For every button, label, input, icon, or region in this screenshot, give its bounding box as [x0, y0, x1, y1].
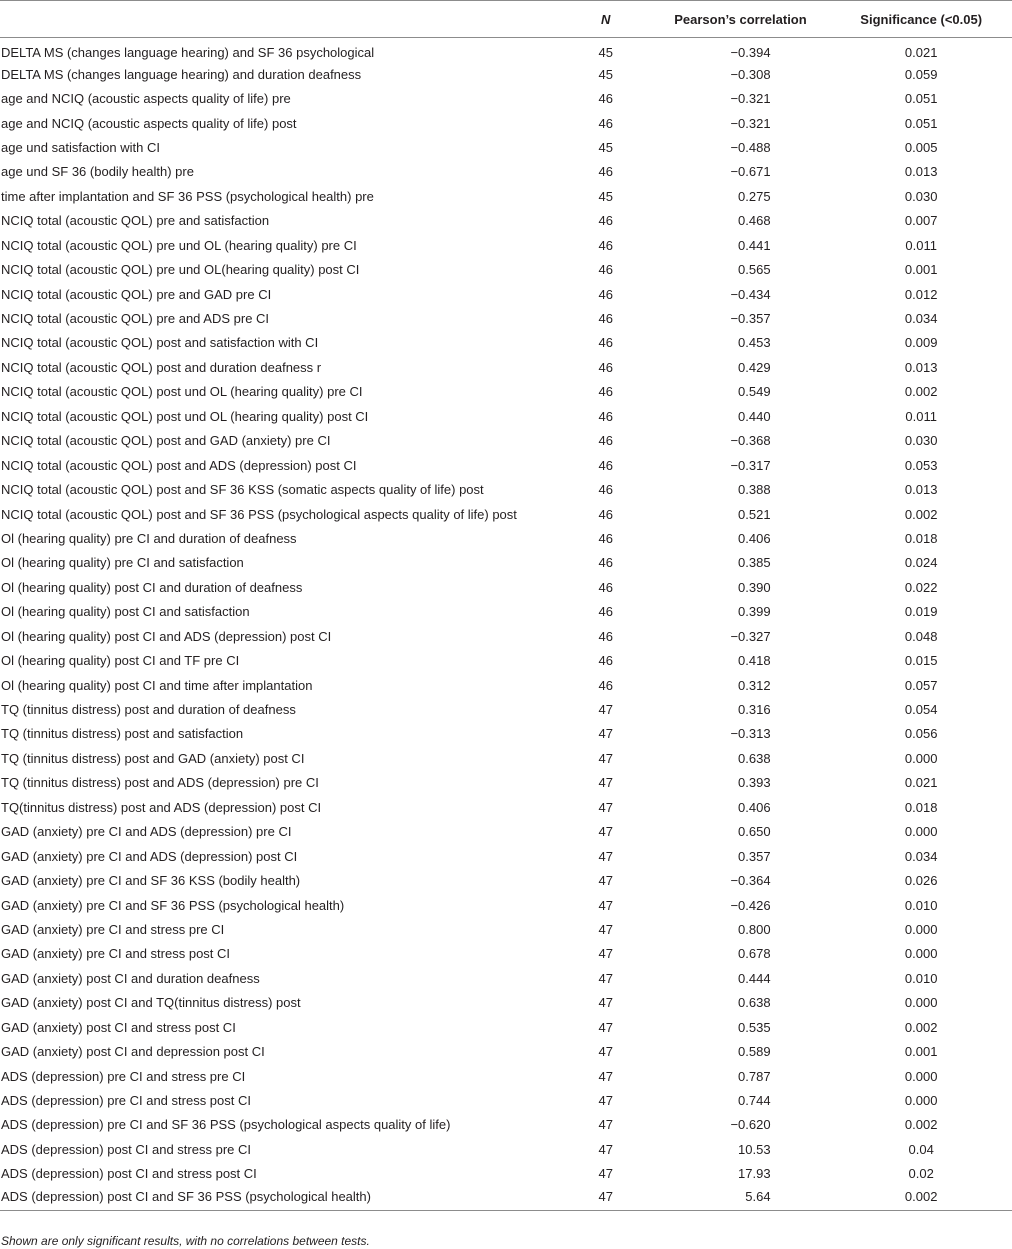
row-n: 47: [598, 1044, 613, 1060]
row-pearson: −0.434: [730, 286, 771, 302]
row-pearson: 0.589: [738, 1044, 771, 1060]
row-pearson-cell: [651, 1162, 831, 1186]
row-pearson-cell: [651, 38, 831, 62]
row-pearson-cell: [651, 1015, 831, 1039]
row-significance: 0.030: [904, 433, 938, 449]
row-label: GAD (anxiety) pre CI and ADS (depression) pre CI: [1, 824, 292, 840]
row-pearson-cell: [651, 404, 831, 428]
row-pearson: 0.744: [738, 1093, 771, 1109]
row-significance: 0.007: [904, 213, 938, 229]
row-label: NCIQ total (acoustic QOL) post und OL (hearing quality) post CI: [1, 408, 369, 424]
row-label: age und satisfaction with CI: [1, 139, 160, 155]
table-row: [0, 551, 1012, 575]
row-pearson: −0.488: [730, 139, 771, 155]
row-pearson-cell: [651, 502, 831, 526]
row-pearson-cell: [651, 575, 831, 599]
row-n: 47: [598, 824, 613, 840]
row-pearson-cell: [651, 966, 831, 990]
row-pearson: 0.535: [738, 1019, 771, 1035]
table-row: [0, 648, 1012, 672]
row-pearson-cell: [651, 551, 831, 575]
row-significance: 0.000: [904, 921, 938, 937]
table-body: [0, 38, 1012, 1211]
table-row: [0, 526, 1012, 550]
row-pearson: 0.650: [738, 824, 771, 840]
row-pearson: −0.327: [730, 628, 771, 644]
row-significance: 0.002: [830, 1186, 1012, 1210]
row-label: GAD (anxiety) pre CI and stress pre CI: [1, 921, 225, 937]
table-row: [0, 380, 1012, 404]
row-pearson: 17.93: [738, 1166, 771, 1182]
row-n: 47: [598, 848, 613, 864]
row-pearson-cell: [651, 917, 831, 941]
row-label: DELTA MS (changes language hearing) and SF 36 psychological: [1, 45, 375, 61]
table-row: [0, 355, 1012, 379]
table-row: [0, 257, 1012, 281]
row-pearson: 0.316: [738, 702, 771, 718]
row-label: Ol (hearing quality) post CI and time after implantation: [1, 677, 313, 693]
row-significance: 0.002: [904, 1019, 938, 1035]
row-n: 47: [598, 750, 613, 766]
row-significance: 0.057: [904, 677, 938, 693]
row-pearson: 0.787: [738, 1068, 771, 1084]
table-row: [0, 477, 1012, 501]
row-pearson: 0.441: [738, 237, 771, 253]
row-pearson-cell: [651, 453, 831, 477]
row-label: NCIQ total (acoustic QOL) pre and GAD pre CI: [1, 286, 272, 302]
row-label: NCIQ total (acoustic QOL) post and ADS (depression) post CI: [1, 457, 357, 473]
header-n: N: [561, 1, 651, 38]
row-pearson-cell: [651, 942, 831, 966]
row-pearson: 0.312: [738, 677, 771, 693]
table-row: [0, 600, 1012, 624]
row-pearson-cell: [651, 648, 831, 672]
row-n: 47: [598, 1093, 613, 1109]
table-row: [0, 62, 1012, 86]
row-pearson-cell: [651, 184, 831, 208]
row-pearson-cell: [651, 111, 831, 135]
row-label: GAD (anxiety) post CI and TQ(tinnitus distress) post: [1, 995, 301, 1011]
table-row: [0, 746, 1012, 770]
row-n: 46: [598, 530, 613, 546]
row-pearson: 0.393: [738, 775, 771, 791]
row-significance: 0.02: [908, 1166, 934, 1182]
row-n: 46: [598, 384, 613, 400]
row-significance: 0.051: [904, 91, 938, 107]
row-pearson: 0.385: [738, 555, 771, 571]
row-significance: 0.002: [904, 506, 938, 522]
row-n: 46: [598, 262, 613, 278]
row-pearson: 0.399: [738, 604, 771, 620]
row-significance: 0.026: [904, 873, 938, 889]
row-label: GAD (anxiety) post CI and depression post CI: [1, 1044, 265, 1060]
row-label: DELTA MS (changes language hearing) and duration deafness: [1, 66, 362, 82]
row-label: NCIQ total (acoustic QOL) pre and satisfaction: [1, 213, 270, 229]
row-pearson-cell: [651, 160, 831, 184]
table-row: [0, 429, 1012, 453]
row-pearson-cell: [651, 282, 831, 306]
table-row: [0, 1088, 1012, 1112]
row-pearson: 10.53: [738, 1141, 771, 1157]
row-pearson: 0.406: [738, 799, 771, 815]
row-pearson-cell: [651, 526, 831, 550]
header-label: [0, 1, 561, 38]
table-row: [0, 453, 1012, 477]
row-pearson: −0.308: [730, 66, 771, 82]
row-pearson-cell: [651, 233, 831, 257]
table-row: [0, 575, 1012, 599]
row-pearson: 0.549: [738, 384, 771, 400]
table-row: [0, 1039, 1012, 1063]
row-pearson: −0.357: [730, 311, 771, 327]
table-row: [0, 306, 1012, 330]
row-n: 45: [598, 188, 613, 204]
row-n: 47: [598, 1019, 613, 1035]
row-n: 45: [598, 139, 613, 155]
row-label: ADS (depression) post CI and SF 36 PSS (psychological health): [0, 1186, 561, 1210]
row-pearson: 0.357: [738, 848, 771, 864]
table-row: [0, 991, 1012, 1015]
row-significance: 0.054: [904, 702, 938, 718]
row-pearson-cell: [651, 1039, 831, 1063]
row-n: 46: [598, 482, 613, 498]
row-label: age and NCIQ (acoustic aspects quality of life) pre: [1, 91, 291, 107]
row-n: 47: [598, 1141, 613, 1157]
table-row: [0, 1015, 1012, 1039]
row-significance: 0.018: [904, 799, 938, 815]
row-n: 46: [598, 604, 613, 620]
row-pearson-cell: [651, 697, 831, 721]
row-significance: 0.056: [904, 726, 938, 742]
row-label: Ol (hearing quality) post CI and duration of deafness: [1, 579, 303, 595]
row-n: 46: [598, 311, 613, 327]
row-pearson: 0.678: [738, 946, 771, 962]
row-n: 47: [598, 1117, 613, 1133]
table-footnote: Shown are only significant results, with no correlations between tests.: [1, 1234, 370, 1248]
row-pearson: 0.418: [738, 653, 771, 669]
table-row: [0, 917, 1012, 941]
row-label: TQ (tinnitus distress) post and satisfaction: [1, 726, 244, 742]
row-pearson-cell: [651, 1137, 831, 1161]
row-n: 46: [598, 286, 613, 302]
row-n: 46: [598, 628, 613, 644]
row-label: GAD (anxiety) pre CI and ADS (depression) post CI: [1, 848, 298, 864]
row-significance: 0.022: [904, 579, 938, 595]
row-n: 46: [598, 237, 613, 253]
table-row: [0, 893, 1012, 917]
row-n: 47: [598, 995, 613, 1011]
table-row: [0, 38, 1012, 62]
row-label: NCIQ total (acoustic QOL) pre und OL(hearing quality) post CI: [1, 262, 360, 278]
row-n: 47: [598, 873, 613, 889]
row-label: age und SF 36 (bodily health) pre: [1, 164, 194, 180]
row-n: 46: [598, 457, 613, 473]
table-row: [0, 404, 1012, 428]
row-significance: 0.013: [904, 482, 938, 498]
row-pearson-cell: [651, 380, 831, 404]
row-label: GAD (anxiety) post CI and duration deafness: [1, 970, 260, 986]
row-significance: 0.002: [904, 1117, 938, 1133]
table-row: [0, 160, 1012, 184]
row-pearson-cell: [651, 1088, 831, 1112]
row-pearson-cell: [651, 1186, 831, 1210]
row-label: TQ(tinnitus distress) post and ADS (depression) post CI: [1, 799, 322, 815]
table-row: [0, 942, 1012, 966]
row-significance: 0.021: [904, 45, 938, 61]
row-label: ADS (depression) post CI and stress post CI: [1, 1166, 257, 1182]
row-n: 46: [598, 359, 613, 375]
row-label: Ol (hearing quality) pre CI and satisfaction: [1, 555, 244, 571]
row-pearson-cell: [651, 1113, 831, 1137]
row-pearson-cell: [651, 795, 831, 819]
row-n: 46: [598, 408, 613, 424]
row-pearson-cell: [651, 600, 831, 624]
row-n: 46: [598, 555, 613, 571]
table-row: [0, 844, 1012, 868]
row-pearson-cell: [651, 1064, 831, 1088]
row-pearson-cell: [651, 722, 831, 746]
row-pearson-cell: [651, 893, 831, 917]
row-pearson-cell: [651, 86, 831, 110]
row-n: 46: [598, 335, 613, 351]
row-label: age and NCIQ (acoustic aspects quality of life) post: [1, 115, 297, 131]
row-significance: 0.011: [905, 408, 937, 424]
row-significance: 0.013: [904, 164, 938, 180]
row-pearson: 0.429: [738, 359, 771, 375]
row-pearson-cell: [651, 62, 831, 86]
table-row: [0, 1162, 1012, 1186]
row-n: 46: [598, 164, 613, 180]
row-significance: 0.011: [905, 237, 937, 253]
row-label: ADS (depression) pre CI and SF 36 PSS (psychological aspects quality of life): [1, 1117, 451, 1133]
row-pearson-cell: [651, 820, 831, 844]
row-pearson: 0.638: [738, 995, 771, 1011]
table-row: [0, 697, 1012, 721]
row-significance: 0.030: [904, 188, 938, 204]
row-n: 45: [598, 66, 613, 82]
row-n: 47: [598, 970, 613, 986]
table-row: [0, 1137, 1012, 1161]
row-significance: 0.051: [904, 115, 938, 131]
row-n: 46: [598, 653, 613, 669]
table-row: [0, 868, 1012, 892]
row-n: 46: [598, 115, 613, 131]
row-n: 46: [598, 91, 613, 107]
row-pearson-cell: [651, 771, 831, 795]
row-pearson: 5.64: [745, 1188, 771, 1204]
row-significance: 0.013: [904, 359, 938, 375]
row-significance: 0.000: [904, 995, 938, 1011]
table-row: [0, 135, 1012, 159]
row-pearson: 0.390: [738, 579, 771, 595]
row-significance: 0.000: [904, 750, 938, 766]
row-significance: 0.024: [904, 555, 938, 571]
row-pearson-cell: [651, 868, 831, 892]
table-row: [0, 1113, 1012, 1137]
row-pearson-cell: [651, 429, 831, 453]
row-significance: 0.021: [904, 775, 938, 791]
row-label: GAD (anxiety) post CI and stress post CI: [1, 1019, 236, 1035]
row-label: Ol (hearing quality) post CI and satisfaction: [1, 604, 250, 620]
row-significance: 0.000: [904, 1093, 938, 1109]
row-pearson: 0.638: [738, 750, 771, 766]
row-n: 47: [598, 897, 613, 913]
row-label: Ol (hearing quality) post CI and ADS (depression) post CI: [1, 628, 332, 644]
row-n: 47: [598, 702, 613, 718]
row-pearson: −0.394: [730, 45, 771, 61]
row-label: NCIQ total (acoustic QOL) post and SF 36 KSS (somatic aspects quality of life) post: [1, 482, 484, 498]
row-label: GAD (anxiety) pre CI and SF 36 PSS (psychological health): [1, 897, 345, 913]
row-significance: 0.002: [904, 384, 938, 400]
row-significance: 0.048: [904, 628, 938, 644]
row-label: Ol (hearing quality) pre CI and duration of deafness: [1, 530, 297, 546]
row-label: Ol (hearing quality) post CI and TF pre CI: [1, 653, 240, 669]
table-row: [0, 502, 1012, 526]
table-row: [0, 771, 1012, 795]
row-label: NCIQ total (acoustic QOL) post and GAD (anxiety) pre CI: [1, 433, 331, 449]
row-pearson: 0.565: [738, 262, 771, 278]
row-pearson-cell: [651, 844, 831, 868]
row-pearson-cell: [651, 477, 831, 501]
row-label: GAD (anxiety) pre CI and stress post CI: [1, 946, 231, 962]
row-n: 47: [598, 946, 613, 962]
table-row: [0, 1186, 1012, 1210]
table-row: [0, 673, 1012, 697]
row-label: NCIQ total (acoustic QOL) post and SF 36 PSS (psychological aspects quality of life) post: [1, 506, 517, 522]
table-header-row: [0, 1, 1012, 38]
row-significance: 0.009: [904, 335, 938, 351]
row-significance: 0.001: [904, 262, 938, 278]
row-n: 47: [598, 775, 613, 791]
row-pearson-cell: [651, 257, 831, 281]
row-pearson: −0.317: [730, 457, 771, 473]
row-pearson: −0.426: [730, 897, 771, 913]
row-significance: 0.000: [904, 946, 938, 962]
table-row: [0, 282, 1012, 306]
row-significance: 0.010: [904, 897, 938, 913]
row-n: 47: [598, 726, 613, 742]
row-n: 46: [598, 433, 613, 449]
row-pearson: 0.453: [738, 335, 771, 351]
row-significance: 0.001: [904, 1044, 938, 1060]
row-pearson: −0.620: [730, 1117, 771, 1133]
row-pearson: 0.468: [738, 213, 771, 229]
row-n: 46: [598, 677, 613, 693]
row-pearson: 0.440: [738, 408, 771, 424]
table-row: [0, 966, 1012, 990]
row-n: 45: [598, 45, 613, 61]
row-significance: 0.034: [904, 311, 938, 327]
row-label: NCIQ total (acoustic QOL) pre and ADS pre CI: [1, 311, 270, 327]
row-label: GAD (anxiety) pre CI and SF 36 KSS (bodily health): [1, 873, 301, 889]
table-row: [0, 722, 1012, 746]
row-label: TQ (tinnitus distress) post and GAD (anxiety) post CI: [1, 750, 305, 766]
row-significance: 0.012: [904, 286, 938, 302]
row-pearson-cell: [651, 624, 831, 648]
row-pearson: 0.444: [738, 970, 771, 986]
table-row: [0, 233, 1012, 257]
row-pearson-cell: [651, 746, 831, 770]
row-pearson: 0.388: [738, 482, 771, 498]
row-pearson: 0.521: [738, 506, 771, 522]
row-pearson: −0.313: [730, 726, 771, 742]
table-row: [0, 795, 1012, 819]
row-n: 47: [561, 1186, 651, 1210]
header-pearson: Pearson’s correlation: [651, 1, 831, 38]
row-label: NCIQ total (acoustic QOL) post and duration deafness r: [1, 359, 322, 375]
row-n: 46: [598, 213, 613, 229]
row-pearson: −0.321: [730, 115, 771, 131]
row-label: TQ (tinnitus distress) post and duration of deafness: [1, 702, 296, 718]
row-significance: 0.005: [904, 139, 938, 155]
row-pearson: −0.368: [730, 433, 771, 449]
table-row: [0, 331, 1012, 355]
header-significance: Significance (<0.05): [830, 1, 1012, 38]
row-significance: 0.019: [904, 604, 938, 620]
row-pearson: −0.364: [730, 873, 771, 889]
row-pearson-cell: [651, 306, 831, 330]
row-significance: 0.010: [904, 970, 938, 986]
row-n: 47: [598, 921, 613, 937]
row-pearson-cell: [651, 991, 831, 1015]
row-pearson-cell: [651, 331, 831, 355]
row-n: 47: [598, 1068, 613, 1084]
row-pearson: −0.321: [730, 91, 771, 107]
row-significance: 0.015: [904, 653, 938, 669]
row-label: time after implantation and SF 36 PSS (psychological health) pre: [1, 188, 374, 204]
row-significance: 0.000: [904, 1068, 938, 1084]
row-pearson: −0.671: [730, 164, 771, 180]
row-label: ADS (depression) post CI and stress pre CI: [1, 1141, 251, 1157]
row-significance: 0.034: [904, 848, 938, 864]
row-n: 46: [598, 579, 613, 595]
row-pearson: 0.406: [738, 530, 771, 546]
table-row: [0, 86, 1012, 110]
row-label: NCIQ total (acoustic QOL) post and satisfaction with CI: [1, 335, 319, 351]
row-label: ADS (depression) pre CI and stress pre CI: [1, 1068, 246, 1084]
row-label: ADS (depression) pre CI and stress post CI: [1, 1093, 251, 1109]
row-pearson-cell: [651, 135, 831, 159]
row-label: NCIQ total (acoustic QOL) pre und OL (hearing quality) pre CI: [1, 237, 357, 253]
row-n: 47: [598, 1166, 613, 1182]
table-row: [0, 1064, 1012, 1088]
table-row: [0, 209, 1012, 233]
row-n: 46: [598, 506, 613, 522]
row-label: NCIQ total (acoustic QOL) post und OL (hearing quality) pre CI: [1, 384, 363, 400]
row-pearson: 0.800: [738, 921, 771, 937]
row-significance: 0.053: [904, 457, 938, 473]
row-pearson-cell: [651, 673, 831, 697]
row-pearson-cell: [651, 355, 831, 379]
row-pearson-cell: [651, 209, 831, 233]
table-row: [0, 624, 1012, 648]
table-row: [0, 111, 1012, 135]
row-n: 47: [598, 799, 613, 815]
row-significance: 0.000: [904, 824, 938, 840]
row-significance: 0.018: [904, 530, 938, 546]
table-row: [0, 820, 1012, 844]
table-row: [0, 184, 1012, 208]
row-significance: 0.059: [904, 66, 938, 82]
row-significance: 0.04: [908, 1141, 934, 1157]
row-pearson: 0.275: [738, 188, 771, 204]
row-label: TQ (tinnitus distress) post and ADS (depression) pre CI: [1, 775, 319, 791]
